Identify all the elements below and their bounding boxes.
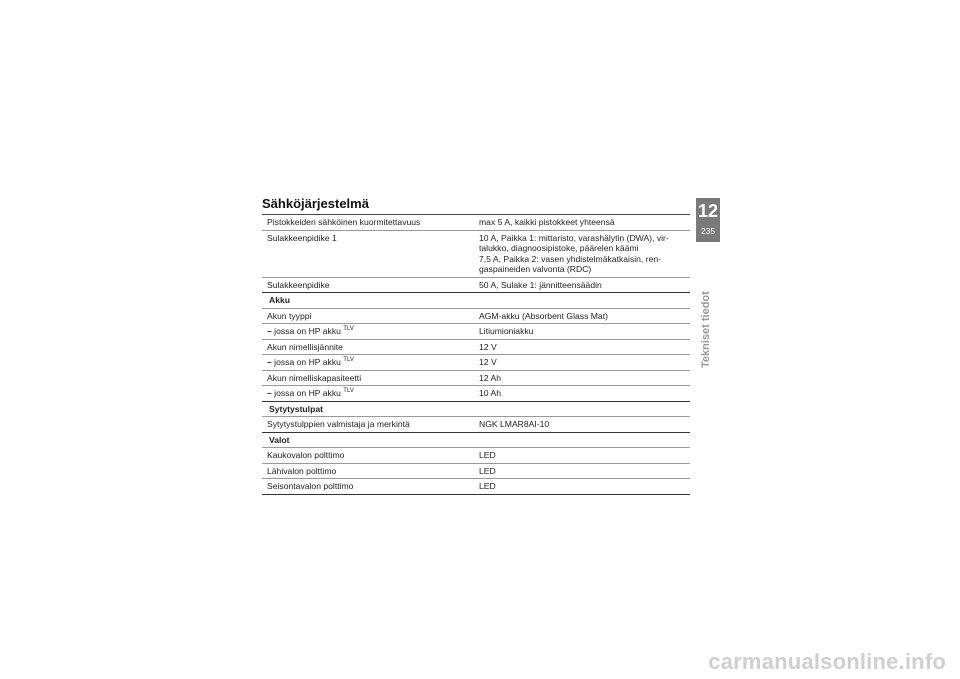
row-value: max 5 A, kaikki pistokkeet yhteensä bbox=[479, 217, 615, 227]
spec-table bbox=[262, 214, 690, 495]
row-label: Pistokkeiden sähköinen kuormitettavuus bbox=[267, 217, 421, 227]
row-label: Kaukovalon polttimo bbox=[267, 450, 345, 460]
row-value bbox=[475, 233, 690, 275]
table-row bbox=[262, 355, 690, 371]
table-row bbox=[262, 448, 690, 464]
table-row bbox=[262, 386, 690, 402]
row-label: Akun tyyppi bbox=[267, 310, 312, 321]
superscript: TLV bbox=[343, 326, 354, 333]
row-value: AGM-akku (Absorbent Glass Mat) bbox=[479, 310, 608, 321]
row-value: Litiumioniakku bbox=[479, 326, 534, 336]
row-label-text: jossa on HP akku bbox=[274, 326, 341, 336]
dash-marker: – bbox=[267, 326, 272, 336]
table-row bbox=[262, 278, 690, 294]
dash-marker: – bbox=[267, 357, 272, 367]
section-heading-valot: Valot bbox=[262, 433, 690, 449]
chapter-side-label: Tekniset tiedot bbox=[700, 291, 712, 368]
row-label: Sulakkeenpidike 1 bbox=[267, 232, 337, 243]
value-line: talukko, diagnoosipistoke, päärelen käämi bbox=[479, 243, 639, 253]
row-value: 12 V bbox=[479, 357, 497, 367]
section-heading-sytytystulpat: Sytytystulpat bbox=[262, 402, 690, 418]
row-label bbox=[262, 357, 475, 368]
row-label: Sulakkeenpidike bbox=[267, 279, 330, 290]
table-row bbox=[262, 464, 690, 480]
row-value: 50 A, Sulake 1: jännitteensäädin bbox=[479, 279, 602, 290]
superscript: TLV bbox=[343, 357, 354, 364]
row-label: Lähivalon polttimo bbox=[267, 465, 337, 476]
row-label bbox=[262, 326, 475, 337]
chapter-tab bbox=[696, 198, 720, 242]
page-title: Sähköjärjestelmä bbox=[262, 196, 369, 211]
value-line: gaspaineiden valvonta (RDC) bbox=[479, 264, 592, 274]
row-value: LED bbox=[479, 465, 496, 476]
watermark: carmanualsonline.info bbox=[708, 649, 946, 674]
row-value: 10 Ah bbox=[479, 388, 501, 398]
row-label: Akun nimellisjännite bbox=[267, 341, 343, 352]
value-line: 7,5 A, Paikka 2: vasen yhdistelmäkatkaisin, ren- bbox=[479, 253, 661, 264]
table-row bbox=[262, 231, 690, 278]
row-label bbox=[262, 388, 475, 399]
row-value: LED bbox=[479, 450, 496, 460]
table-row bbox=[262, 215, 690, 231]
superscript: TLV bbox=[343, 388, 354, 395]
table-row bbox=[262, 479, 690, 495]
chapter-number: 12 bbox=[697, 201, 719, 221]
value-line: 10 A, Paikka 1: mittaristo, varashälytin (DWA), vir- bbox=[479, 232, 669, 243]
row-label: Seisontavalon polttimo bbox=[267, 481, 354, 491]
row-label: Sytytystulppien valmistaja ja merkintä bbox=[267, 419, 410, 429]
row-label-text: jossa on HP akku bbox=[274, 357, 341, 367]
table-row bbox=[262, 340, 690, 356]
row-value: 12 Ah bbox=[479, 372, 501, 383]
table-row bbox=[262, 309, 690, 325]
row-value: NGK LMAR8AI-10 bbox=[479, 419, 550, 429]
section-heading-akku: Akku bbox=[262, 293, 690, 309]
row-label: Akun nimelliskapasiteetti bbox=[267, 372, 362, 383]
page-number: 235 bbox=[700, 226, 716, 236]
dash-marker: – bbox=[267, 388, 272, 398]
table-row bbox=[262, 324, 690, 340]
table-row bbox=[262, 371, 690, 387]
table-row bbox=[262, 417, 690, 433]
row-value: 12 V bbox=[479, 341, 497, 352]
row-value: LED bbox=[479, 481, 496, 491]
row-label-text: jossa on HP akku bbox=[274, 388, 341, 398]
